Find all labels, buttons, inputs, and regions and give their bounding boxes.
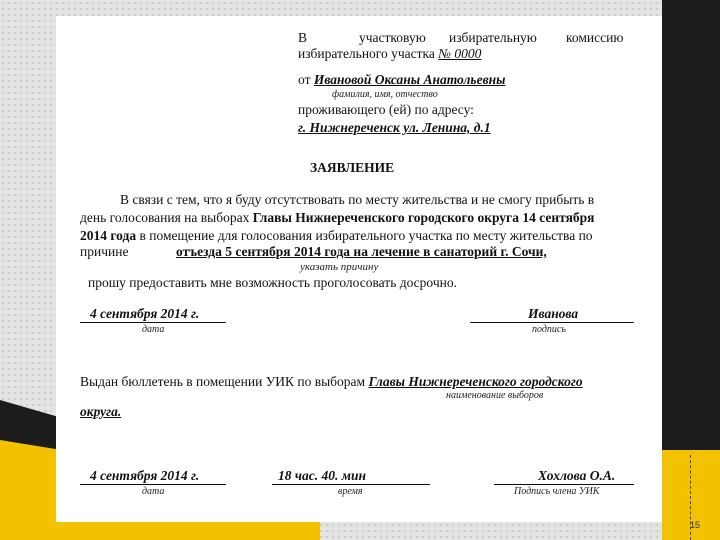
commission-member-underline <box>494 484 634 485</box>
election-name-caption: наименование выборов <box>446 390 544 401</box>
body-line-3: 2014 года в помещение для голосования избирательного участка по месту жительства по <box>80 228 593 243</box>
reason-label: причине <box>80 244 129 259</box>
polling-station-line: избирательного участка № 0000 <box>298 46 482 61</box>
issue-date-underline <box>80 484 226 485</box>
date-underline <box>80 322 226 323</box>
election-name: Главы Нижнереченского городского <box>368 374 583 389</box>
addressee-word-4: комиссию <box>566 30 624 45</box>
signature-date-caption: дата <box>142 324 165 335</box>
request-line: прошу предоставить мне возможность проголосовать досрочно. <box>88 275 457 290</box>
absence-reason: отъезда 5 сентября 2014 года на лечение в санаторий г. Сочи, <box>176 244 547 259</box>
document-title: ЗАЯВЛЕНИЕ <box>310 160 395 175</box>
issue-time: 18 час. 40. мин <box>278 468 366 483</box>
polling-station-number: № 0000 <box>438 46 482 61</box>
issue-time-caption: время <box>338 486 363 497</box>
addressee-word-3: избирательную <box>449 30 537 45</box>
residing-label: проживающего (ей) по адресу: <box>298 102 474 117</box>
issue-date-caption: дата <box>142 486 165 497</box>
addressee-word-2: участковую <box>359 30 426 45</box>
signature-caption: подпись <box>532 324 566 335</box>
applicant-address: г. Нижнереченск ул. Ленина, д.1 <box>298 120 491 135</box>
applicant-name-caption: фамилия, имя, отчество <box>332 89 438 100</box>
commission-member-caption: Подпись члена УИК <box>514 486 600 497</box>
reason-caption: указать причину <box>300 261 379 273</box>
signature-underline <box>470 322 634 323</box>
document-sheet <box>56 16 662 522</box>
signature-value: Иванова <box>528 306 579 321</box>
body-line-1: В связи с тем, что я буду отсутствовать по месту жительства и не смогу прибыть в <box>120 192 595 207</box>
body-line-2: день голосования на выборах Главы Нижнереченского городского округа 14 сентября <box>80 210 595 225</box>
slide-page-number: 15 <box>690 520 701 530</box>
ballot-issued-line: Выдан бюллетень в помещении УИК по выборам Главы Нижнереченского городского <box>80 374 583 389</box>
commission-member: Хохлова О.А. <box>538 468 616 483</box>
issue-time-underline <box>272 484 430 485</box>
signature-date: 4 сентября 2014 г. <box>90 306 200 321</box>
applicant-line: от Ивановой Оксаны Анатольевны <box>298 72 506 87</box>
applicant-name: Ивановой Оксаны Анатольевны <box>313 72 506 87</box>
addressee-word-1: В <box>298 30 308 45</box>
election-name-continued: округа. <box>80 404 122 419</box>
issue-date: 4 сентября 2014 г. <box>90 468 200 483</box>
right-side-bar <box>662 0 720 540</box>
